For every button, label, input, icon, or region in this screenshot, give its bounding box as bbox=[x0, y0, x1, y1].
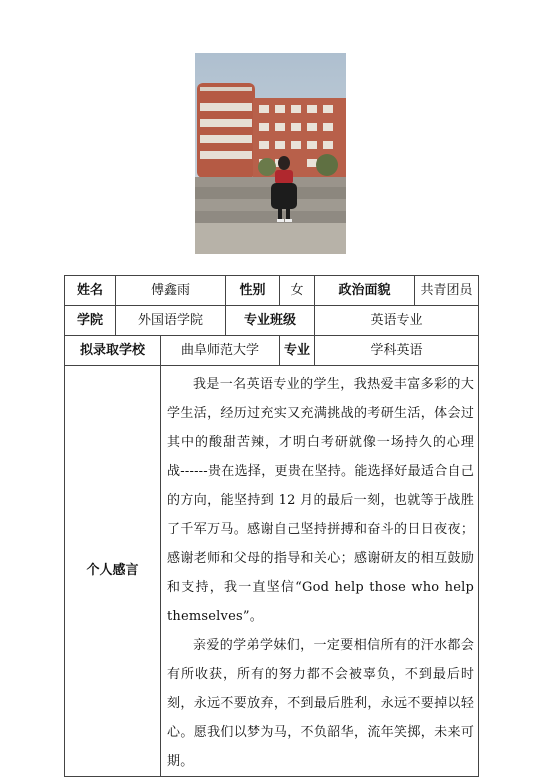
political-status-label: 政治面貌 bbox=[315, 276, 415, 306]
major-label: 专业 bbox=[280, 336, 315, 366]
table-row bbox=[65, 336, 479, 366]
table-row bbox=[65, 306, 479, 336]
major-class-label: 专业班级 bbox=[226, 306, 315, 336]
gender-label: 性别 bbox=[226, 276, 280, 306]
political-status-value: 共青团员 bbox=[415, 276, 479, 306]
name-value: 傅鑫雨 bbox=[116, 276, 226, 306]
table-row bbox=[65, 366, 479, 777]
gender-value: 女 bbox=[280, 276, 315, 306]
major-value: 学科英语 bbox=[315, 336, 479, 366]
admit-school-value: 曲阜师范大学 bbox=[161, 336, 280, 366]
major-class-value: 英语专业 bbox=[315, 306, 479, 336]
profile-table bbox=[64, 275, 479, 777]
statement-label: 个人感言 bbox=[65, 366, 161, 777]
name-label: 姓名 bbox=[65, 276, 116, 306]
statement-paragraph: 亲爱的学弟学妹们，一定要相信所有的汗水都会有所收获，所有的努力都不会被辜负，不到最后时刻，永远不要放弃，不到最后胜利，永远不要掉以轻心。愿我们以梦为马，不负韶华，流年笑掷，未来可期。 bbox=[167, 638, 475, 769]
table-row bbox=[65, 276, 479, 306]
college-value: 外国语学院 bbox=[116, 306, 226, 336]
student-photo bbox=[195, 53, 346, 254]
college-label: 学院 bbox=[65, 306, 116, 336]
personal-statement bbox=[167, 370, 474, 776]
statement-cell bbox=[161, 366, 479, 777]
statement-paragraph: 我是一名英语专业的学生，我热爱丰富多彩的大学生活，经历过充实又充满挑战的考研生活，体会过其中的酸甜苦辣，才明白考研就像一场持久的心理战------贵在选择，更贵在坚持。能选择好最适合自己的方向，能坚持到 12 月的最后一刻，也就等于战胜了千军万马。感谢自己坚持拼搏和奋斗的日日夜夜；感谢老师和父母的指导和关心；感谢研友的相互鼓励和支持，我一直坚信“God help those who help themselves”。 bbox=[167, 377, 475, 624]
admit-school-label: 拟录取学校 bbox=[65, 336, 161, 366]
